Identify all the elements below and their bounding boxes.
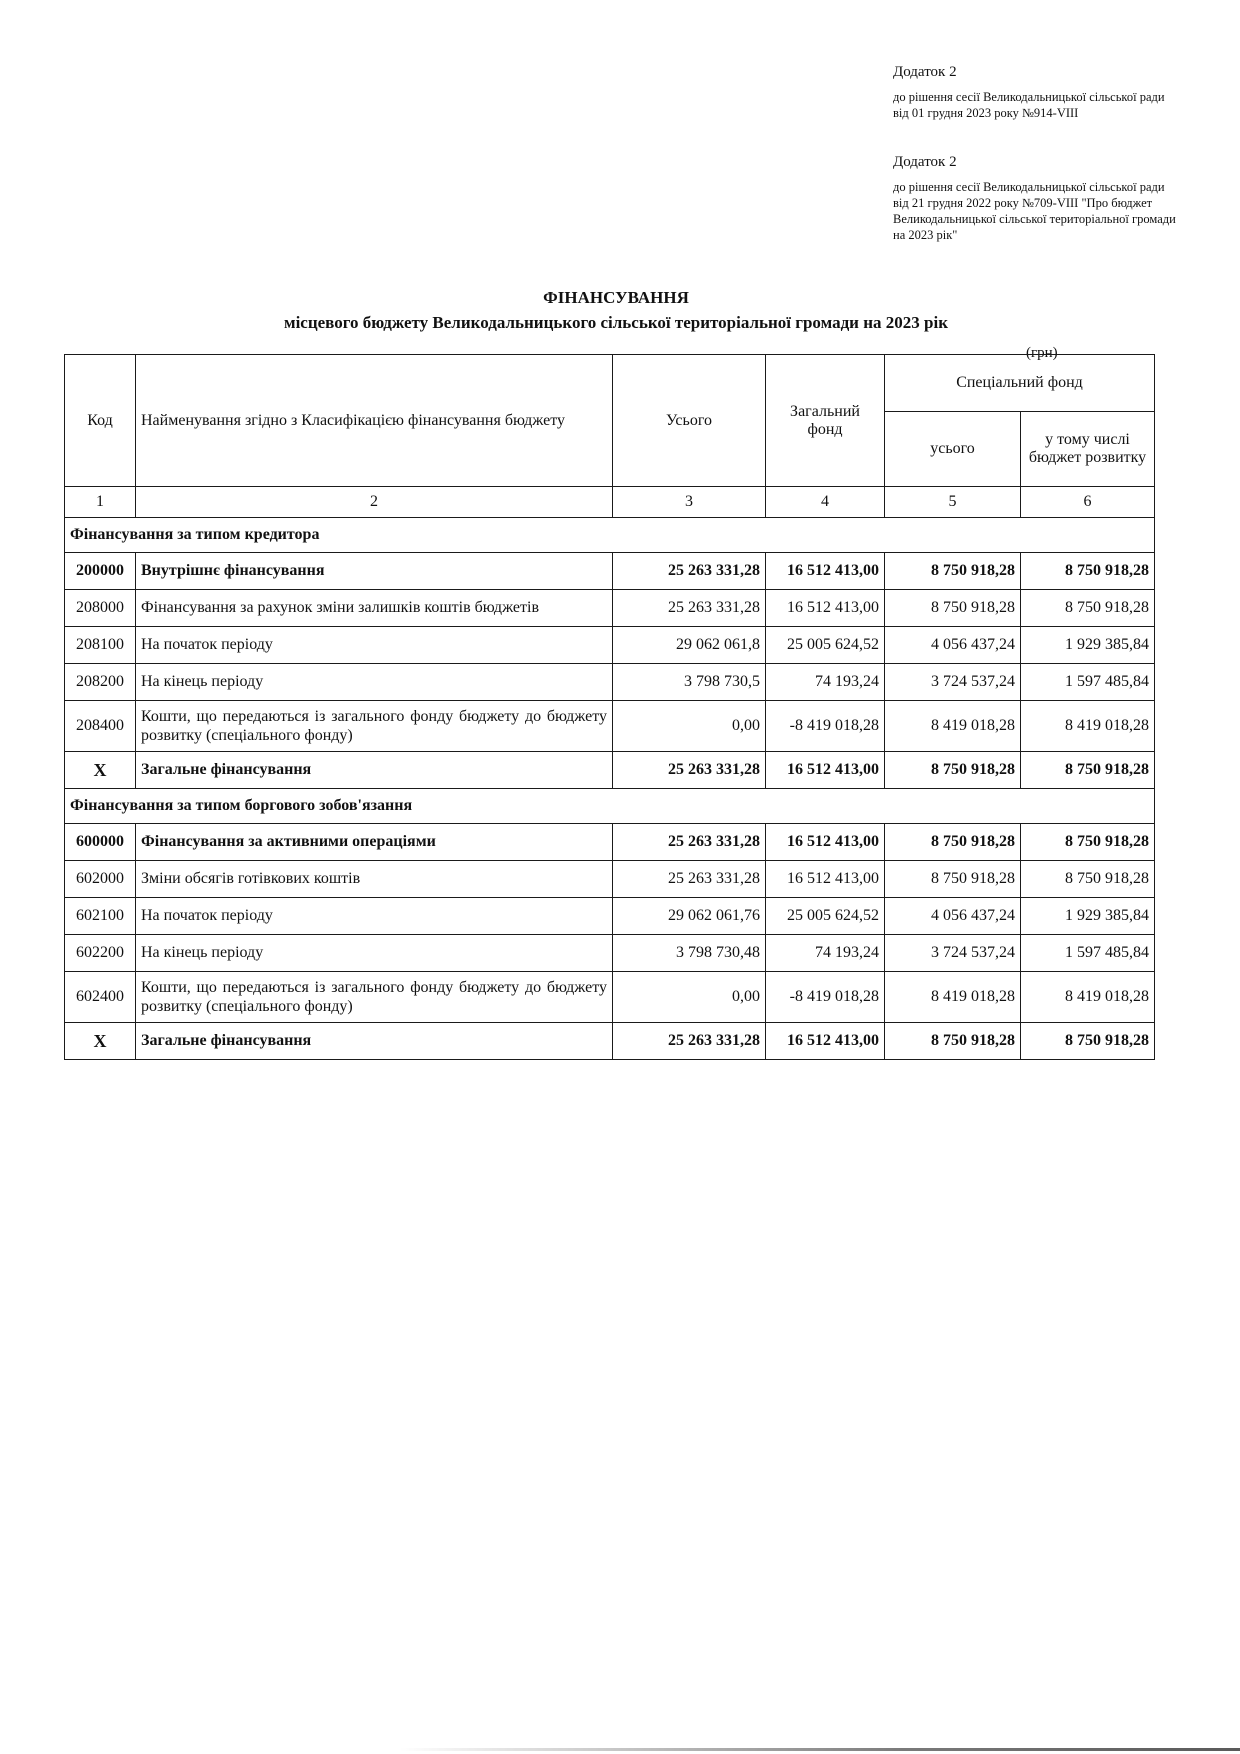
header-code: Код [65,355,136,487]
row-special-fund: 4 056 437,24 [885,627,1021,664]
column-number-row [65,487,1155,518]
row-name: На кінець періоду [136,935,613,972]
row-code: 600000 [65,824,136,861]
row-special-fund: 8 750 918,28 [885,590,1021,627]
row-special-fund: 8 750 918,28 [885,752,1021,789]
row-name: Зміни обсягів готівкових коштів [136,861,613,898]
row-total: 29 062 061,8 [613,627,766,664]
table-row [65,824,1155,861]
row-code: 200000 [65,553,136,590]
row-general-fund: 74 193,24 [766,664,885,701]
row-special-fund: 8 750 918,28 [885,1023,1021,1060]
row-special-fund: 4 056 437,24 [885,898,1021,935]
table-row [65,935,1155,972]
row-code: 602200 [65,935,136,972]
annex-title: Додаток 2 [893,154,957,170]
row-total: 25 263 331,28 [613,752,766,789]
row-name: Загальне фінансування [136,752,613,789]
row-special-fund: 8 419 018,28 [885,972,1021,1023]
row-name: Внутрішнє фінансування [136,553,613,590]
column-number: 5 [885,487,1021,518]
row-code: 208000 [65,590,136,627]
row-development-budget: 8 419 018,28 [1021,701,1155,752]
row-name: Кошти, що передаються із загального фонду бюджету до бюджету розвитку (спеціального фонду) [136,972,613,1023]
row-total: 3 798 730,48 [613,935,766,972]
row-development-budget: 8 750 918,28 [1021,752,1155,789]
column-number: 6 [1021,487,1155,518]
total-row [65,1023,1155,1060]
row-development-budget: 1 597 485,84 [1021,664,1155,701]
row-general-fund: 74 193,24 [766,935,885,972]
row-total: 0,00 [613,701,766,752]
currency-units: (грн) [1026,345,1058,361]
row-general-fund: 16 512 413,00 [766,1023,885,1060]
header-row [65,355,1155,412]
row-general-fund: -8 419 018,28 [766,701,885,752]
row-development-budget: 1 597 485,84 [1021,935,1155,972]
row-total: 29 062 061,76 [613,898,766,935]
scan-edge-shadow [400,1748,1240,1751]
row-development-budget: 8 419 018,28 [1021,972,1155,1023]
header-general-fund: Загальний фонд [766,355,885,487]
row-general-fund: 16 512 413,00 [766,590,885,627]
header-name: Найменування згідно з Класифікацією фінансування бюджету [136,355,613,487]
row-special-fund: 3 724 537,24 [885,935,1021,972]
row-special-fund: 8 750 918,28 [885,824,1021,861]
row-general-fund: -8 419 018,28 [766,972,885,1023]
row-name: На початок періоду [136,898,613,935]
table-row [65,627,1155,664]
row-name: Загальне фінансування [136,1023,613,1060]
row-total: 25 263 331,28 [613,590,766,627]
row-code: 602100 [65,898,136,935]
row-special-fund: 8 750 918,28 [885,861,1021,898]
section-header-row [65,518,1155,553]
financing-table [64,354,1155,1060]
column-number: 1 [65,487,136,518]
row-development-budget: 8 750 918,28 [1021,824,1155,861]
annex-block-original [893,153,1183,243]
row-total: 3 798 730,5 [613,664,766,701]
document-subtitle: місцевого бюджету Великодальницького сільської територіальної громади на 2023 рік [283,313,948,332]
row-name: На початок періоду [136,627,613,664]
row-code: 208100 [65,627,136,664]
row-general-fund: 25 005 624,52 [766,898,885,935]
row-special-fund: 3 724 537,24 [885,664,1021,701]
row-total: 25 263 331,28 [613,1023,766,1060]
row-code: 602400 [65,972,136,1023]
header-special-total: усього [885,412,1021,487]
row-development-budget: 8 750 918,28 [1021,553,1155,590]
row-code: 208400 [65,701,136,752]
row-total: 0,00 [613,972,766,1023]
row-name: Кошти, що передаються із загального фонду бюджету до бюджету розвитку (спеціального фонду) [136,701,613,752]
row-special-fund: 8 419 018,28 [885,701,1021,752]
row-code: 602000 [65,861,136,898]
header-development-budget: у тому числі бюджет розвитку [1021,412,1155,487]
row-development-budget: 8 750 918,28 [1021,590,1155,627]
header-special-fund: Спеціальний фонд [885,355,1155,412]
table-row [65,553,1155,590]
row-name: На кінець періоду [136,664,613,701]
row-general-fund: 16 512 413,00 [766,752,885,789]
row-development-budget: 8 750 918,28 [1021,861,1155,898]
row-development-budget: 1 929 385,84 [1021,627,1155,664]
section-title: Фінансування за типом боргового зобов'язання [65,789,1155,824]
column-number: 3 [613,487,766,518]
row-general-fund: 16 512 413,00 [766,824,885,861]
section-title: Фінансування за типом кредитора [65,518,1155,553]
row-name: Фінансування за рахунок зміни залишків коштів бюджетів [136,590,613,627]
row-general-fund: 16 512 413,00 [766,861,885,898]
row-name: Фінансування за активними операціями [136,824,613,861]
row-development-budget: 1 929 385,84 [1021,898,1155,935]
header-total: Усього [613,355,766,487]
row-total: 25 263 331,28 [613,553,766,590]
row-total: 25 263 331,28 [613,861,766,898]
row-code: X [65,752,136,789]
row-general-fund: 25 005 624,52 [766,627,885,664]
annex-title: Додаток 2 [893,64,957,80]
column-number: 2 [136,487,613,518]
row-special-fund: 8 750 918,28 [885,553,1021,590]
annex-text: до рішення сесії Великодальницької сільської ради від 21 грудня 2022 року №709-VIII "Про бюджет Великодальницької сільської територіальної громади на 2023 рік" [893,180,1176,242]
row-development-budget: 8 750 918,28 [1021,1023,1155,1060]
table-row [65,701,1155,752]
row-code: X [65,1023,136,1060]
table-row [65,590,1155,627]
table-row [65,972,1155,1023]
annex-text: до рішення сесії Великодальницької сільської ради від 01 грудня 2023 року №914-VIII [893,90,1165,120]
table-row [65,861,1155,898]
column-number: 4 [766,487,885,518]
table-row [65,664,1155,701]
row-general-fund: 16 512 413,00 [766,553,885,590]
annex-block-current [893,63,1183,121]
document-title: ФІНАНСУВАННЯ [543,288,689,307]
row-code: 208200 [65,664,136,701]
row-total: 25 263 331,28 [613,824,766,861]
table-row [65,898,1155,935]
total-row [65,752,1155,789]
section-header-row [65,789,1155,824]
